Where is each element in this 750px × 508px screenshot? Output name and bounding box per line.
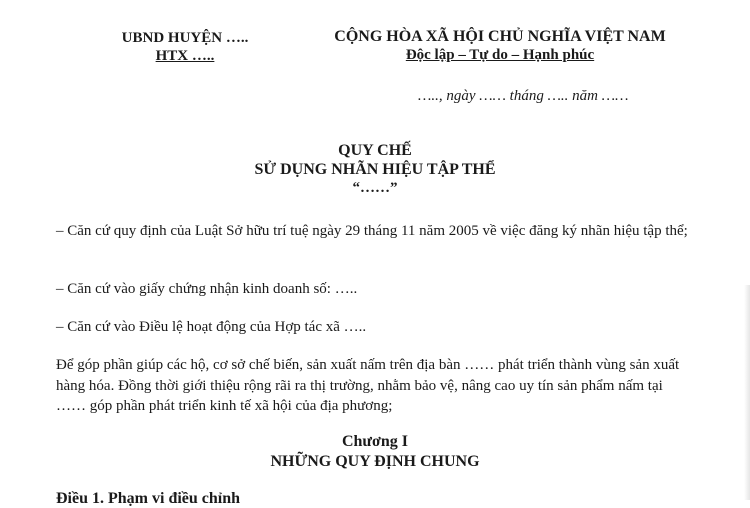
document-title: QUY CHẾ (338, 142, 412, 159)
org-line-district: UBND HUYỆN ….. (121, 30, 249, 46)
date-line: ….., ngày …… tháng ….. năm …… (418, 88, 629, 104)
org-line-cooperative: HTX ….. (155, 48, 215, 64)
paragraph-legal-basis-ip-law: – Căn cứ quy định của Luật Sở hữu trí tuệ ngày 29 tháng 11 năm 2005 về việc đăng ký nhãn hiệu tập thể; (56, 223, 688, 239)
brand-name-placeholder: “……” (352, 180, 398, 196)
paragraph-cooperative-charter: – Căn cứ vào Điều lệ hoạt động của Hợp tác xã ….. (56, 319, 367, 335)
national-motto: Độc lập – Tự do – Hạnh phúc (405, 47, 595, 63)
document-subtitle: SỬ DỤNG NHÃN HIỆU TẬP THỂ (254, 161, 496, 178)
chapter-title: NHỮNG QUY ĐỊNH CHUNG (270, 453, 480, 470)
article-heading: Điều 1. Phạm vi điều chỉnh (56, 490, 241, 507)
page-edge-shadow (744, 285, 750, 500)
paragraph-business-certificate: – Căn cứ vào giấy chứng nhận kinh doanh số: ….. (56, 281, 358, 297)
chapter-heading: Chương I (341, 433, 409, 450)
national-title: CỘNG HÒA XÃ HỘI CHỦ NGHĨA VIỆT NAM (334, 28, 666, 45)
paragraph-purpose: Để góp phần giúp các hộ, cơ sở chế biến, sản xuất nấm trên địa bàn …… phát triển thành vùng sản xuất hàng hóa. Đồng thời giới thiệu rộng rãi ra thị trường, nhằm bảo vệ, nâng cao uy tín sản phẩm nấm tại …… góp phần phát triển kinh tế xã hội của địa phương; (56, 357, 680, 414)
